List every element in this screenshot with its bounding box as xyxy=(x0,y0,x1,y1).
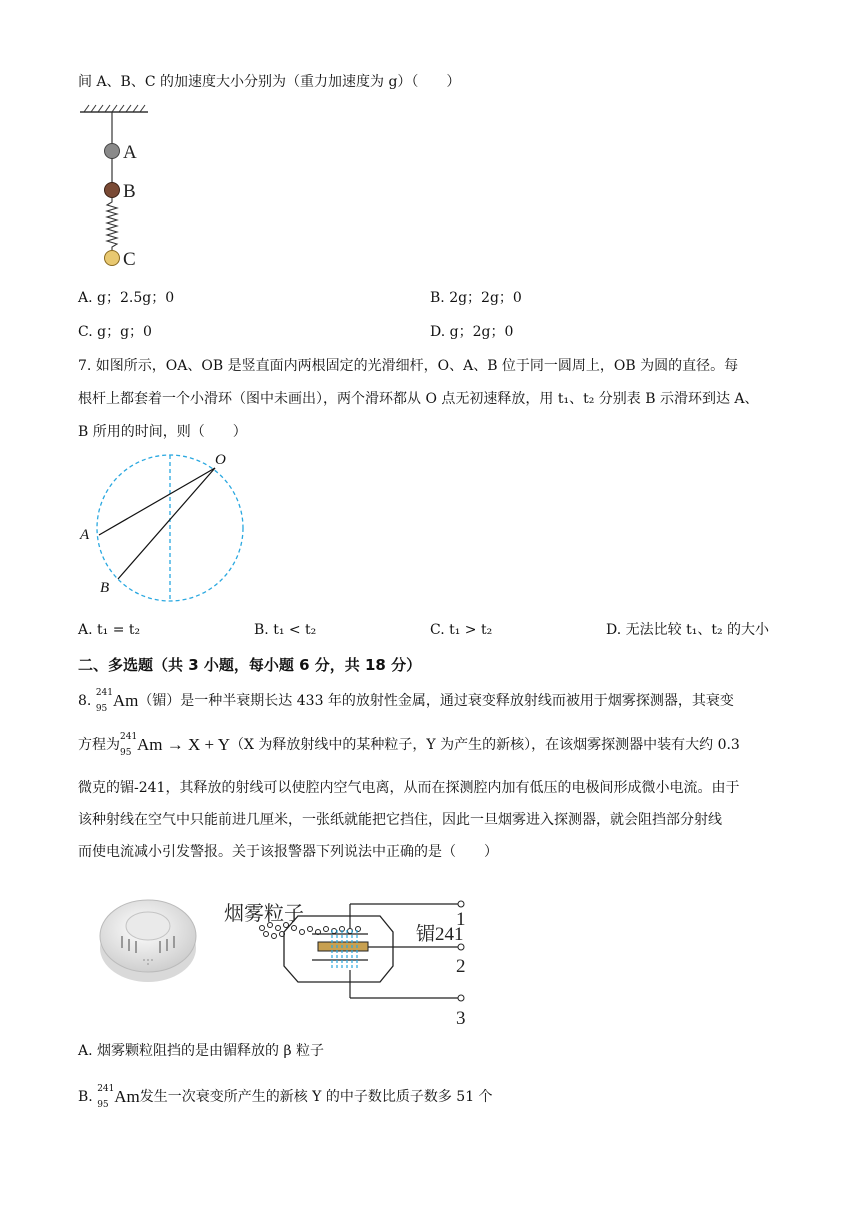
ball-a xyxy=(105,144,120,159)
q7-option-a: A. t₁ = t₂ xyxy=(78,622,141,638)
ball-b xyxy=(105,183,120,198)
am-label: 镅241 xyxy=(416,924,464,945)
q8-line-1: 8. 241 95 Am（镅）是一种半衰期长达 433 年的放射性金属，通过衰变释放射线而被用于烟雾探测器，其衰变 xyxy=(78,688,734,714)
q8-option-b: B. 241 95 Am发生一次衰变所产生的新核 Y 的中子数比质子数多 51 个 xyxy=(78,1084,493,1110)
q6-option-b: B. 2g；2g；0 xyxy=(430,290,522,306)
q7-figure xyxy=(76,446,256,606)
smoke-detector-image xyxy=(96,888,200,988)
terminal-2-label: 2 xyxy=(456,956,466,977)
q6-option-c: C. g；g；0 xyxy=(78,324,152,340)
q6-stem-tail: 间 A、B、C 的加速度大小分别为（重力加速度为 g）（ ） xyxy=(78,74,461,90)
ionization-chamber-diagram xyxy=(218,892,480,1026)
q7-stem-line-1: 7. 如图所示，OA、OB 是竖直面内两根固定的光滑细杆，O、A、B 位于同一圆周上，OB 为圆的直径。每 xyxy=(78,358,739,374)
q8-option-a: A. 烟雾颗粒阻挡的是由镅释放的 β 粒子 xyxy=(78,1043,325,1059)
spring xyxy=(107,198,117,251)
am-isotope: 241 95 xyxy=(120,732,138,758)
q7-stem-line-3: B 所用的时间，则（ ） xyxy=(78,424,247,440)
q8-number: 8. xyxy=(78,693,92,709)
am-isotope: 241 95 xyxy=(97,1084,115,1110)
q7-stem-line-2: 根杆上都套着一个小滑环（图中未画出），两个滑环都从 O 点无初速释放，用 t₁、t₂ 分别表 B 示滑环到达 A、 xyxy=(78,391,759,407)
q7-option-d: D. 无法比较 t₁、t₂ 的大小 xyxy=(606,622,770,638)
label-c: C xyxy=(123,249,136,270)
q8-line-2: 方程为 241 95 Am → X + Y（X 为释放射线中的某种粒子，Y 为产生的新核），在该烟雾探测器中装有大约 0.3 xyxy=(78,732,740,758)
q6-option-a: A. g；2.5g；0 xyxy=(78,290,175,306)
label-b: B xyxy=(123,181,136,202)
terminal-1-label: 1 xyxy=(456,909,466,930)
q6-option-d: D. g；2g；0 xyxy=(430,324,514,340)
q8-line-3: 微克的镅-241，其释放的射线可以使腔内空气电离，从而在探测腔内加有低压的电极间形成微小电流。由于 xyxy=(78,780,740,796)
label-a: A xyxy=(80,527,90,543)
ball-c xyxy=(105,251,120,266)
am-source xyxy=(318,942,368,951)
smoke-label: 烟雾粒子 xyxy=(224,903,304,925)
decay-equation: → X + Y xyxy=(162,735,231,754)
q8-line-5: 而使电流减小引发警报。关于该报警器下列说法中正确的是（ ） xyxy=(78,844,498,860)
am-isotope: 241 95 xyxy=(95,688,113,714)
terminal-1 xyxy=(458,901,464,907)
q8-line-4: 该种射线在空气中只能前进几厘米，一张纸就能把它挡住，因此一旦烟雾进入探测器，就会阻挡部分射线 xyxy=(78,812,722,828)
terminal-3 xyxy=(458,995,464,1001)
label-b: B xyxy=(100,580,110,596)
terminal-3-label: 3 xyxy=(456,1008,466,1026)
q7-option-c: C. t₁ > t₂ xyxy=(430,622,493,638)
label-a: A xyxy=(123,142,137,163)
rod-ob xyxy=(118,468,215,579)
q7-option-b: B. t₁ < t₂ xyxy=(254,622,317,638)
section-heading: 二、多选题（共 3 小题，每小题 6 分，共 18 分） xyxy=(78,656,422,674)
q6-figure xyxy=(76,104,166,276)
label-o: O xyxy=(215,452,226,468)
